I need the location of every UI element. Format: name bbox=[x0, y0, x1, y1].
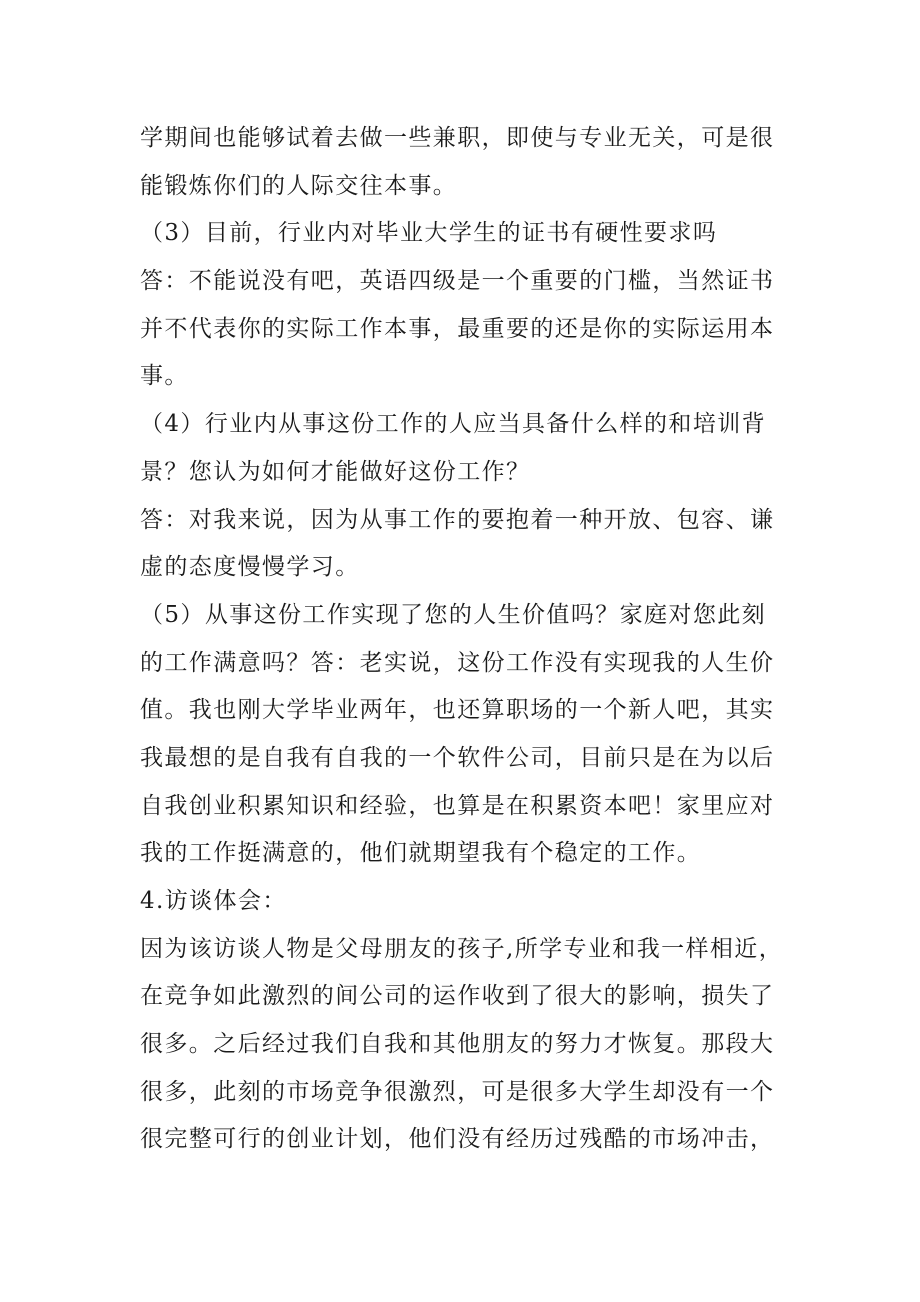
body-text bbox=[140, 115, 800, 1164]
text-line: 在竞争如此激烈的间公司的运作收到了很大的影响，损失了 bbox=[140, 983, 775, 1010]
text-line: 值。我也刚大学毕业两年，也还算职场的一个新人吧，其实 bbox=[140, 697, 775, 724]
text-line: 景？您认为如何才能做好这份工作？ bbox=[140, 458, 531, 485]
text-line: 因为该访谈人物是父母朋友的孩子,所学专业和我一样相近， bbox=[140, 935, 784, 962]
text-line: 我的工作挺满意的，他们就期望我有个稳定的工作。 bbox=[140, 840, 702, 867]
text-line: 自我创业积累知识和经验，也算是在积累资本吧！家里应对 bbox=[140, 792, 775, 819]
text-line: 很多。之后经过我们自我和其他朋友的努力才恢复。那段大 bbox=[140, 1031, 775, 1058]
section-heading: 4.访谈体会： bbox=[140, 888, 287, 914]
text-line: 很完整可行的创业计划，他们没有经历过残酷的市场冲击， bbox=[140, 1126, 775, 1153]
question-heading: （5）从事这份工作实现了您的人生价值吗？家庭对您此刻 bbox=[140, 601, 767, 628]
text-line: 虚的态度慢慢学习。 bbox=[140, 554, 360, 581]
text-line: 并不代表你的实际工作本事，最重要的还是你的实际运用本 bbox=[140, 315, 775, 342]
question-heading: （4）行业内从事这份工作的人应当具备什么样的和培训背 bbox=[140, 411, 767, 438]
question-heading: （3）目前，行业内对毕业大学生的证书有硬性要求吗 bbox=[140, 220, 718, 247]
text-line: 答：对我来说，因为从事工作的要抱着一种开放、包容、谦 bbox=[140, 506, 775, 533]
text-line: 学期间也能够试着去做一些兼职，即使与专业无关，可是很 bbox=[140, 125, 775, 151]
text-line: 的工作满意吗？答：老实说，这份工作没有实现我的人生价 bbox=[140, 649, 775, 676]
text-line: 答：不能说没有吧，英语四级是一个重要的门槛，当然证书 bbox=[140, 268, 775, 295]
text-line: 事。 bbox=[140, 363, 189, 390]
text-line: 能锻炼你们的人际交往本事。 bbox=[140, 172, 458, 199]
text-line: 很多，此刻的市场竞争很激烈，可是很多大学生却没有一个 bbox=[140, 1078, 775, 1105]
text-line: 我最想的是自我有自我的一个软件公司，目前只是在为以后 bbox=[140, 744, 775, 771]
